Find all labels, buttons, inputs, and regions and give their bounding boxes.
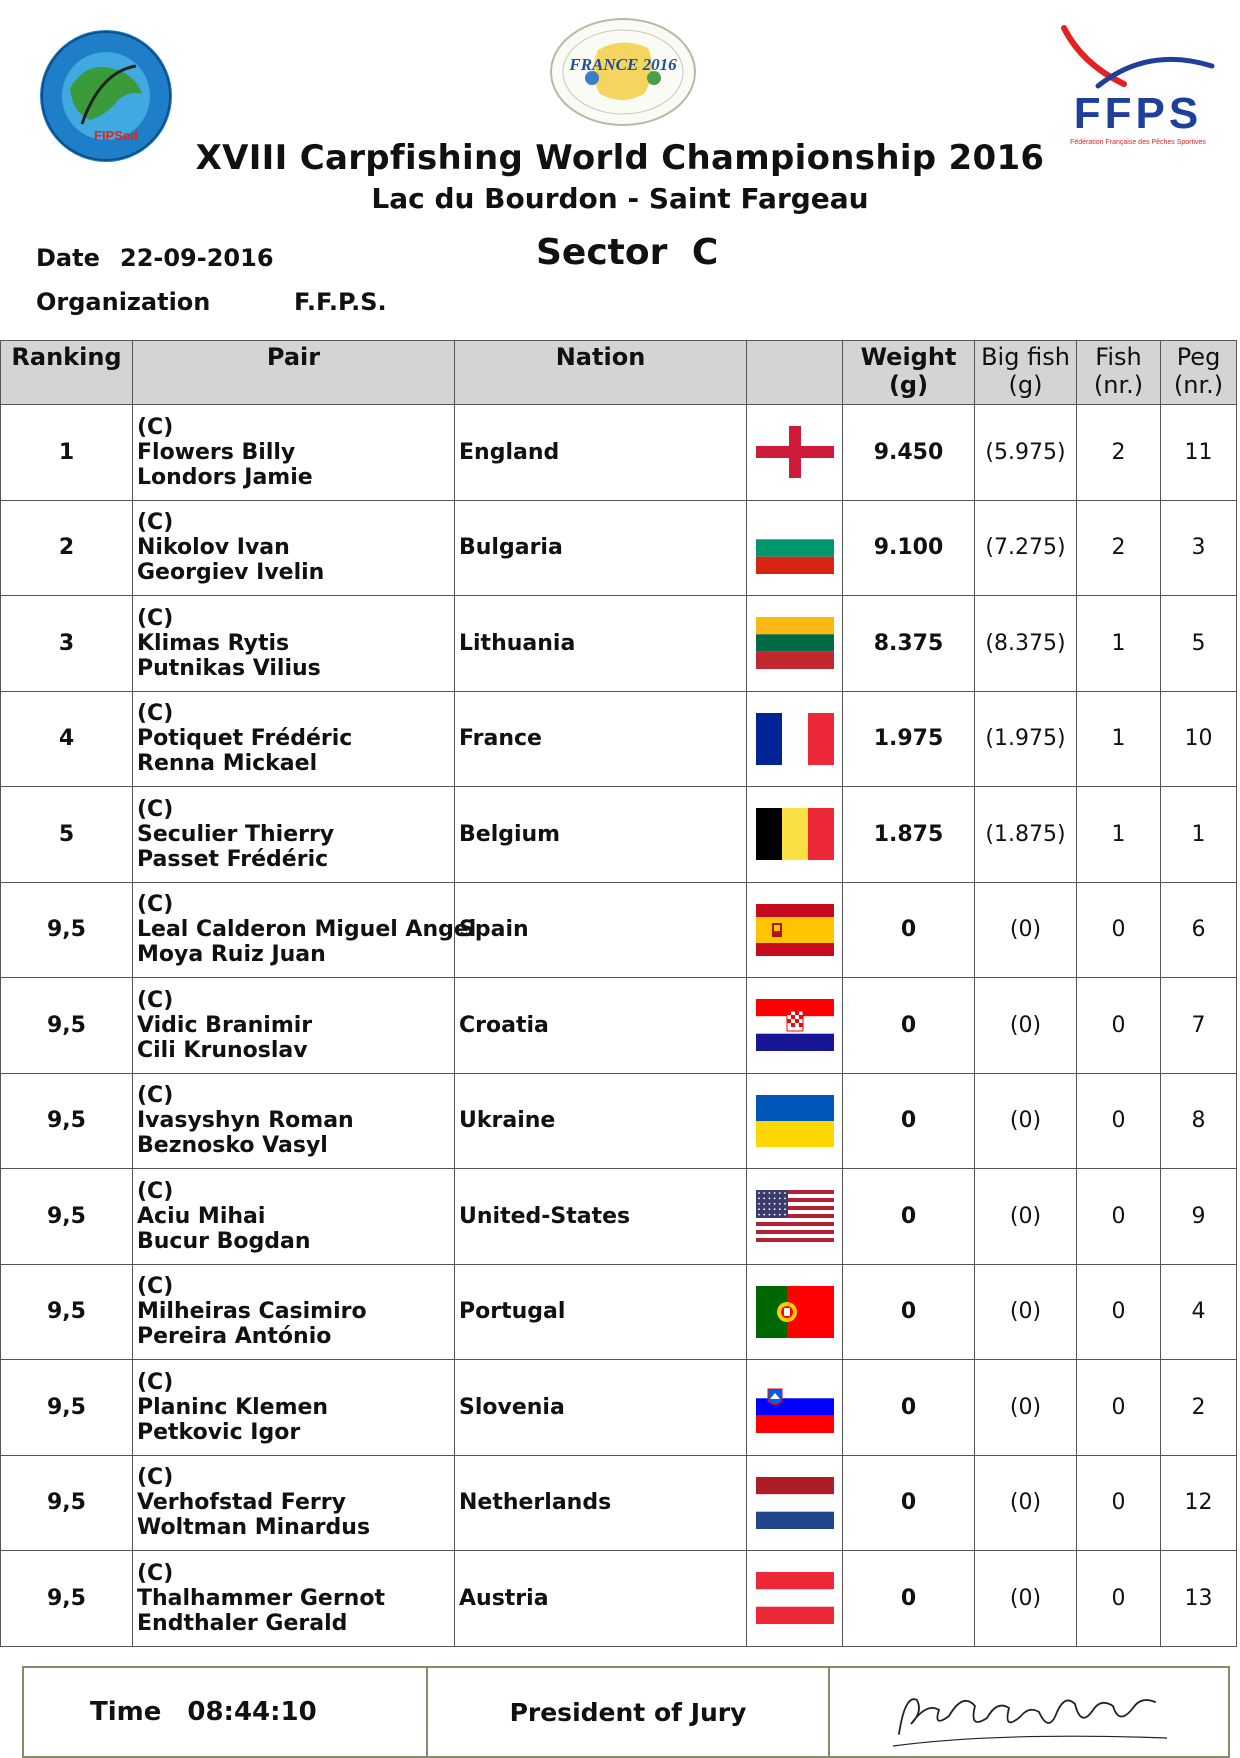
pair-cell (133, 882, 477, 978)
col-pair: Pair (133, 341, 455, 405)
pair-member-2: Georgiev Ivelin (137, 560, 325, 586)
pair-member-2: Beznosko Vasyl (137, 1133, 328, 1159)
pair-role: (C) (137, 1560, 174, 1586)
bigfish-cell: (7.275) (975, 500, 1077, 596)
pair-cell (133, 1455, 455, 1551)
ranking-cell: 9,5 (1, 1073, 133, 1169)
table-row (1, 1169, 1237, 1265)
ranking-cell: 9,5 (1, 1455, 133, 1551)
weight-cell: 0 (843, 1360, 975, 1456)
bigfish-cell: (0) (975, 1264, 1077, 1360)
france-2016-logo-text: FRANCE 2016 (569, 55, 677, 74)
nation-cell: Portugal (455, 1264, 747, 1360)
pair-member-2: Pereira António (137, 1324, 332, 1350)
peg-cell: 9 (1161, 1169, 1237, 1265)
peg-cell: 11 (1161, 405, 1237, 501)
bulgaria-flag-icon (756, 522, 834, 574)
weight-cell: 0 (843, 1169, 975, 1265)
flag-cell (747, 596, 843, 692)
bigfish-cell: (0) (975, 1551, 1077, 1647)
fish-count-cell: 0 (1077, 1169, 1161, 1265)
portugal-flag-icon (756, 1286, 834, 1338)
organization-label: Organization (36, 288, 211, 316)
bigfish-cell: (0) (975, 1073, 1077, 1169)
pair-role: (C) (137, 701, 174, 727)
bigfish-cell: (1.875) (975, 787, 1077, 883)
ranking-cell: 4 (1, 691, 133, 787)
pair-member-2: Bucur Bogdan (137, 1228, 311, 1254)
ranking-cell: 9,5 (1, 1169, 133, 1265)
pair-member-2: Endthaler Gerald (137, 1610, 348, 1636)
pair-member-1: Thalhammer Gernot (137, 1585, 385, 1611)
usa-flag-icon (756, 1190, 834, 1242)
peg-cell: 1 (1161, 787, 1237, 883)
pair-cell (133, 500, 455, 596)
peg-cell: 2 (1161, 1360, 1237, 1456)
col-flag (747, 341, 843, 405)
table-row (1, 1455, 1237, 1551)
flag-cell (747, 1360, 843, 1456)
ffps-logo-subtext: Fédération Française des Pêches Sportives (1070, 139, 1206, 146)
pair-member-1: Planinc Klemen (137, 1394, 329, 1420)
nation-cell: Austria (455, 1551, 747, 1647)
pair-cell (133, 1264, 455, 1360)
fish-count-cell: 0 (1077, 882, 1161, 978)
weight-cell: 1.875 (843, 787, 975, 883)
pair-member-1: Ivasyshyn Roman (137, 1108, 354, 1134)
pair-cell (133, 787, 455, 883)
fish-count-cell: 0 (1077, 1360, 1161, 1456)
nation-cell: Ukraine (455, 1073, 747, 1169)
pair-role: (C) (137, 1178, 174, 1204)
pair-member-1: Flowers Billy (137, 439, 296, 465)
table-row (1, 500, 1237, 596)
table-row (1, 1360, 1237, 1456)
nation-cell: England (455, 405, 747, 501)
pair-role: (C) (137, 1083, 174, 1109)
table-row (1, 596, 1237, 692)
nation-cell: Netherlands (455, 1455, 747, 1551)
pair-member-2: Moya Ruiz Juan (137, 942, 326, 968)
flag-cell (747, 1169, 843, 1265)
fish-count-cell: 0 (1077, 1264, 1161, 1360)
flag-cell (747, 978, 843, 1074)
fish-count-cell: 1 (1077, 691, 1161, 787)
ranking-cell: 5 (1, 787, 133, 883)
france-2016-logo-icon (548, 16, 698, 128)
nation-cell: United-States (455, 1169, 747, 1265)
lithuania-flag-icon (756, 617, 834, 669)
nation-cell: Belgium (455, 787, 747, 883)
spain-flag-icon (756, 904, 834, 956)
nation-cell: Bulgaria (455, 500, 747, 596)
table-row (1, 978, 1237, 1074)
pair-member-1: Nikolov Ivan (137, 535, 290, 561)
bigfish-cell: (8.375) (975, 596, 1077, 692)
ukraine-flag-icon (756, 1095, 834, 1147)
pair-cell (133, 405, 455, 501)
pair-member-2: Cili Krunoslav (137, 1037, 308, 1063)
pair-cell (133, 978, 455, 1074)
table-row (1, 691, 1237, 787)
ranking-cell: 1 (1, 405, 133, 501)
pair-member-1: Seculier Thierry (137, 821, 335, 847)
pair-role: (C) (137, 987, 174, 1013)
pair-cell (133, 691, 455, 787)
pair-cell (133, 1073, 455, 1169)
col-nation: Nation (455, 341, 747, 405)
flag-cell (747, 1264, 843, 1360)
bigfish-cell: (0) (975, 1360, 1077, 1456)
bigfish-cell: (1.975) (975, 691, 1077, 787)
ranking-cell: 9,5 (1, 978, 133, 1074)
weight-cell: 9.450 (843, 405, 975, 501)
ffps-logo-icon (1058, 24, 1218, 152)
footer-box (22, 1666, 1230, 1758)
time-cell (24, 1668, 428, 1756)
pair-member-2: Putnikas Vilius (137, 655, 321, 681)
england-flag-icon (756, 426, 834, 478)
fish-count-cell: 0 (1077, 1073, 1161, 1169)
peg-cell: 6 (1161, 882, 1237, 978)
table-row (1, 1551, 1237, 1647)
croatia-flag-icon (756, 999, 834, 1051)
nation-cell: Spain (455, 882, 747, 978)
peg-cell: 10 (1161, 691, 1237, 787)
weight-cell: 0 (843, 1455, 975, 1551)
pair-member-2: Londors Jamie (137, 464, 313, 490)
peg-cell: 8 (1161, 1073, 1237, 1169)
peg-cell: 13 (1161, 1551, 1237, 1647)
pair-role: (C) (137, 510, 174, 536)
belgium-flag-icon (756, 808, 834, 860)
time-value: 08:44:10 (187, 1697, 317, 1727)
weight-cell: 1.975 (843, 691, 975, 787)
table-row (1, 1264, 1237, 1360)
ranking-cell: 9,5 (1, 882, 133, 978)
flag-cell (747, 1073, 843, 1169)
weight-cell: 0 (843, 1073, 975, 1169)
france-flag-icon (756, 713, 834, 765)
nation-cell: Slovenia (455, 1360, 747, 1456)
weight-cell: 0 (843, 978, 975, 1074)
date-value: 22-09-2016 (120, 244, 274, 272)
pair-member-2: Woltman Minardus (137, 1515, 371, 1541)
flag-cell (747, 882, 843, 978)
slovenia-flag-icon (756, 1381, 834, 1433)
ranking-cell: 9,5 (1, 1360, 133, 1456)
ranking-cell: 2 (1, 500, 133, 596)
fish-count-cell: 0 (1077, 1455, 1161, 1551)
peg-cell: 3 (1161, 500, 1237, 596)
pair-member-1: Vidic Branimir (137, 1012, 313, 1038)
table-row (1, 405, 1237, 501)
fish-count-cell: 2 (1077, 500, 1161, 596)
president-of-jury-label: President of Jury (428, 1668, 830, 1756)
table-row (1, 882, 1237, 978)
sector-title: Sector C (536, 232, 719, 273)
pair-member-1: Verhofstad Ferry (137, 1490, 346, 1516)
austria-flag-icon (756, 1572, 834, 1624)
table-row (1, 1073, 1237, 1169)
bigfish-cell: (0) (975, 882, 1077, 978)
weight-cell: 0 (843, 1551, 975, 1647)
pair-member-1: Potiquet Frédéric (137, 726, 353, 752)
pair-role: (C) (137, 892, 174, 918)
fish-count-cell: 1 (1077, 596, 1161, 692)
ffps-logo-text: FFPS (1073, 89, 1203, 138)
bigfish-cell: (0) (975, 1455, 1077, 1551)
nation-cell: France (455, 691, 747, 787)
peg-cell: 4 (1161, 1264, 1237, 1360)
weight-cell: 0 (843, 882, 975, 978)
pair-member-1: Milheiras Casimiro (137, 1299, 367, 1325)
col-bigfish: Big fish (g) (975, 341, 1077, 405)
page-subtitle: Lac du Bourdon - Saint Fargeau (371, 182, 869, 215)
pair-member-2: Petkovic Igor (137, 1419, 301, 1445)
nation-cell: Lithuania (455, 596, 747, 692)
flag-cell (747, 1455, 843, 1551)
pair-member-2: Passet Frédéric (137, 846, 329, 872)
col-weight: Weight (g) (843, 341, 975, 405)
weight-cell: 9.100 (843, 500, 975, 596)
results-table (0, 340, 1237, 1647)
weight-cell: 0 (843, 1264, 975, 1360)
pair-role: (C) (137, 1465, 174, 1491)
signature-icon (879, 1672, 1179, 1752)
fish-count-cell: 2 (1077, 405, 1161, 501)
fish-count-cell: 0 (1077, 1551, 1161, 1647)
flag-cell (747, 405, 843, 501)
pair-cell (133, 1169, 455, 1265)
ranking-cell: 3 (1, 596, 133, 692)
peg-cell: 12 (1161, 1455, 1237, 1551)
col-ranking: Ranking (1, 341, 133, 405)
weight-cell: 8.375 (843, 596, 975, 692)
peg-cell: 5 (1161, 596, 1237, 692)
pair-cell (133, 1551, 455, 1647)
flag-cell (747, 787, 843, 883)
pair-role: (C) (137, 796, 174, 822)
organization-value: F.F.P.S. (294, 288, 387, 316)
pair-member-1: Leal Calderon Miguel Angel (137, 917, 477, 943)
nation-cell: Croatia (455, 978, 747, 1074)
fipsed-logo-text: FIPSed (94, 128, 139, 143)
pair-member-2: Renna Mickael (137, 751, 318, 777)
fish-count-cell: 0 (1077, 978, 1161, 1074)
date-label: Date (36, 244, 100, 272)
pair-cell (133, 1360, 455, 1456)
time-label: Time (90, 1697, 162, 1727)
pair-member-1: Aciu Mihai (137, 1203, 266, 1229)
signature-cell (830, 1668, 1228, 1756)
pair-role: (C) (137, 1369, 174, 1395)
bigfish-cell: (0) (975, 978, 1077, 1074)
ranking-cell: 9,5 (1, 1264, 133, 1360)
flag-cell (747, 1551, 843, 1647)
pair-member-1: Klimas Rytis (137, 630, 290, 656)
bigfish-cell: (0) (975, 1169, 1077, 1265)
table-header-row (1, 341, 1237, 405)
page-title: XVIII Carpfishing World Championship 2016 (195, 138, 1045, 178)
netherlands-flag-icon (756, 1477, 834, 1529)
pair-role: (C) (137, 605, 174, 631)
ranking-cell: 9,5 (1, 1551, 133, 1647)
col-fish: Fish (nr.) (1077, 341, 1161, 405)
bigfish-cell: (5.975) (975, 405, 1077, 501)
flag-cell (747, 500, 843, 596)
peg-cell: 7 (1161, 978, 1237, 1074)
pair-role: (C) (137, 414, 174, 440)
flag-cell (747, 691, 843, 787)
table-row (1, 787, 1237, 883)
pair-role: (C) (137, 1274, 174, 1300)
fish-count-cell: 1 (1077, 787, 1161, 883)
pair-cell (133, 596, 455, 692)
col-peg: Peg (nr.) (1161, 341, 1237, 405)
